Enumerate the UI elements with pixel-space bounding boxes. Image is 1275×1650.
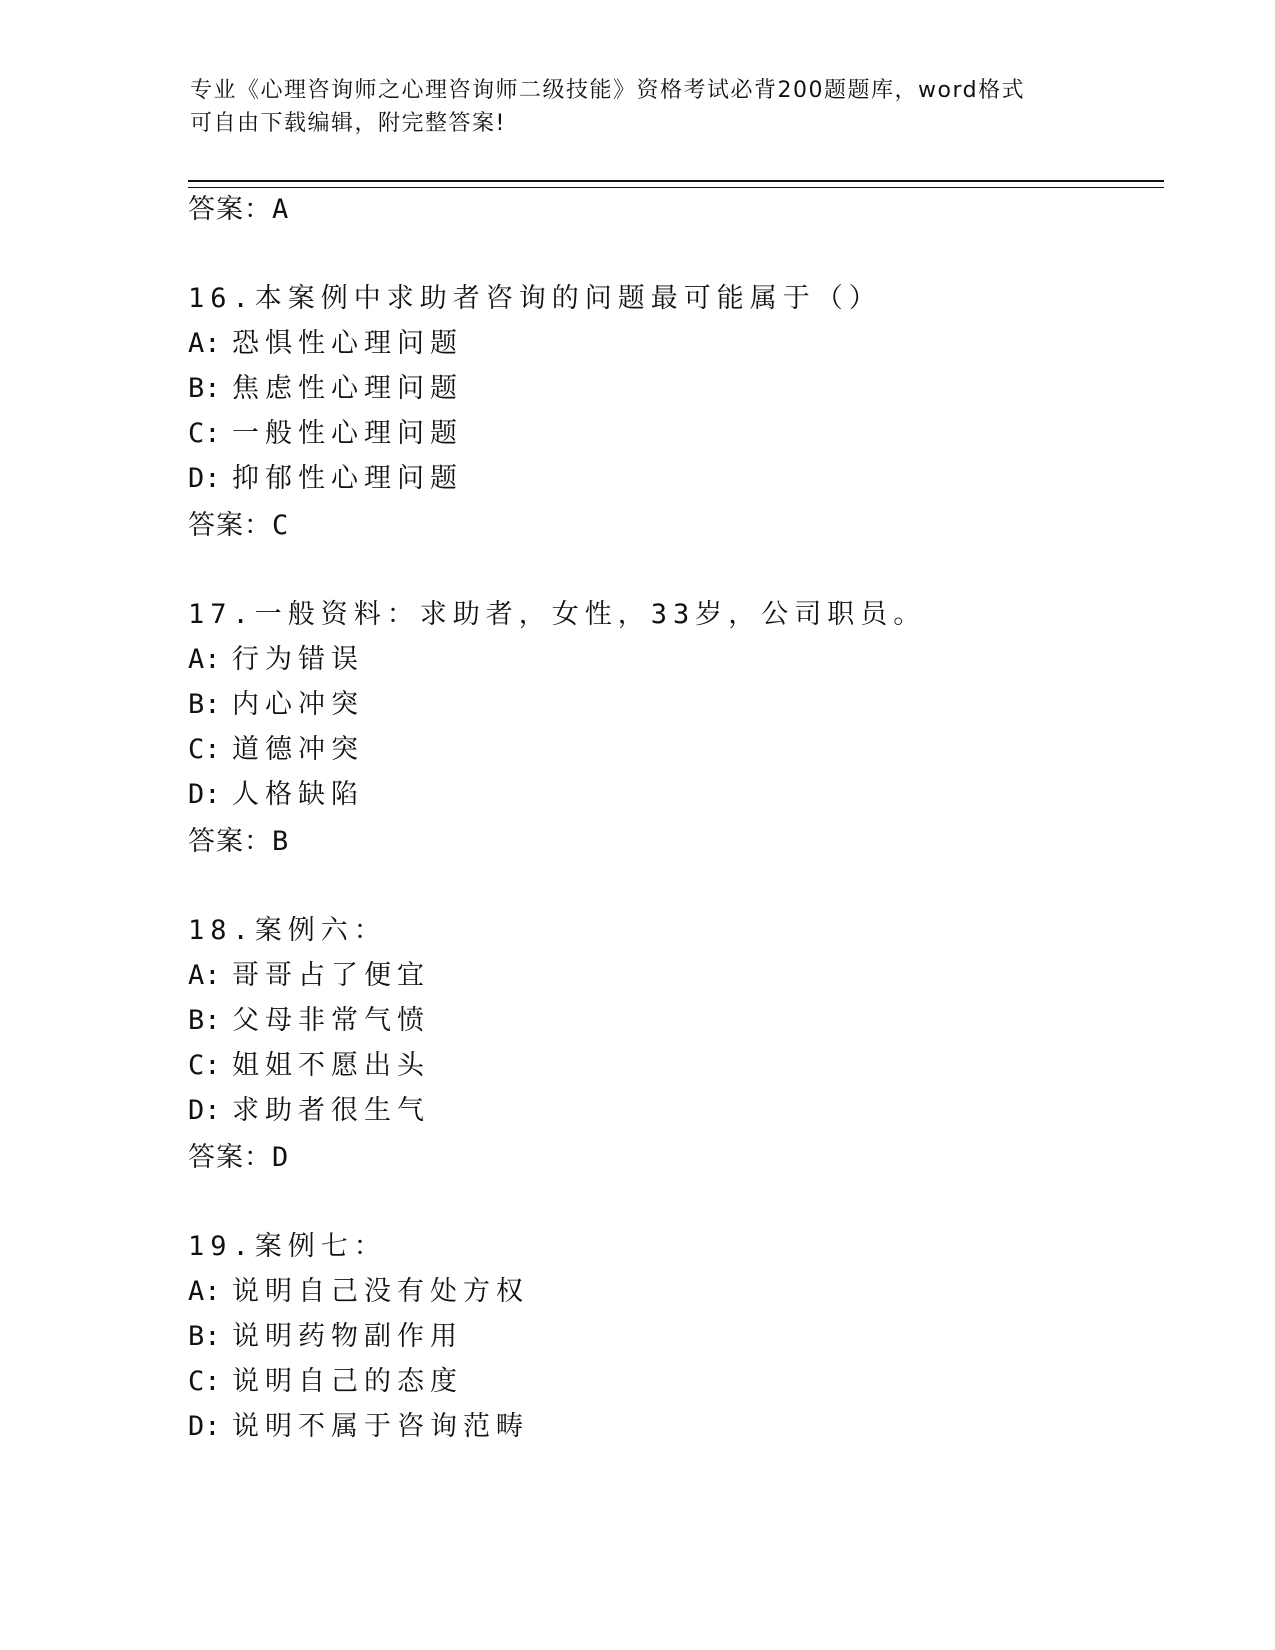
question-18-option-b bbox=[188, 1003, 430, 1039]
question-19-option-d bbox=[188, 1409, 529, 1445]
question-18-option-a bbox=[188, 958, 430, 994]
option-text: 行为错误 bbox=[232, 644, 364, 675]
option-text: 内心冲突 bbox=[232, 689, 364, 720]
question-17-option-a bbox=[188, 642, 364, 678]
option-letter: A: bbox=[188, 1276, 221, 1307]
option-text: 恐惧性心理问题 bbox=[232, 328, 463, 359]
question-19-title: 19.案例七： bbox=[188, 1231, 387, 1262]
option-letter: D: bbox=[188, 1095, 221, 1126]
question-16-option-c bbox=[188, 416, 463, 452]
option-letter: C: bbox=[188, 1050, 221, 1081]
question-17-option-b bbox=[188, 687, 364, 723]
answer-label: 答案： bbox=[188, 194, 272, 225]
answer-label: 答案： bbox=[188, 826, 272, 857]
header-line-2: 可自由下载编辑，附完整答案! bbox=[190, 111, 506, 136]
answer-16 bbox=[188, 508, 289, 544]
answer-value: A bbox=[272, 194, 290, 225]
option-text: 求助者很生气 bbox=[232, 1095, 430, 1126]
question-18-option-d bbox=[188, 1093, 430, 1129]
option-letter: A: bbox=[188, 328, 221, 359]
header-divider bbox=[188, 180, 1164, 188]
question-16-title: 16.本案例中求助者咨询的问题最可能属于（） bbox=[188, 283, 882, 314]
question-16-option-a bbox=[188, 326, 463, 362]
question-16-option-b bbox=[188, 371, 463, 407]
answer-value: D bbox=[272, 1142, 290, 1173]
answer-18 bbox=[188, 1140, 289, 1176]
option-text: 姐姐不愿出头 bbox=[232, 1050, 430, 1081]
question-19-option-c bbox=[188, 1364, 463, 1400]
option-letter: B: bbox=[188, 1321, 221, 1352]
question-17-option-c bbox=[188, 732, 364, 768]
option-text: 哥哥占了便宜 bbox=[232, 960, 430, 991]
option-letter: A: bbox=[188, 644, 221, 675]
answer-value: C bbox=[272, 510, 290, 541]
question-18-title: 18.案例六： bbox=[188, 915, 387, 946]
option-letter: C: bbox=[188, 418, 221, 449]
option-letter: B: bbox=[188, 689, 221, 720]
option-letter: D: bbox=[188, 779, 221, 810]
option-text: 说明药物副作用 bbox=[232, 1321, 463, 1352]
question-17-option-d bbox=[188, 777, 364, 813]
option-text: 抑郁性心理问题 bbox=[232, 463, 463, 494]
option-letter: D: bbox=[188, 463, 221, 494]
option-text: 焦虑性心理问题 bbox=[232, 373, 463, 404]
option-letter: A: bbox=[188, 960, 221, 991]
document-header bbox=[190, 74, 1090, 140]
answer-17 bbox=[188, 824, 289, 860]
question-18-option-c bbox=[188, 1048, 430, 1084]
option-text: 说明自己没有处方权 bbox=[232, 1276, 529, 1307]
answer-15 bbox=[188, 192, 289, 228]
header-line-1: 专业《心理咨询师之心理咨询师二级技能》资格考试必背200题题库，word格式 bbox=[190, 78, 1026, 103]
option-text: 一般性心理问题 bbox=[232, 418, 463, 449]
question-19-option-a bbox=[188, 1274, 529, 1310]
option-text: 道德冲突 bbox=[232, 734, 364, 765]
option-text: 说明不属于咨询范畴 bbox=[232, 1411, 529, 1442]
option-letter: C: bbox=[188, 734, 221, 765]
option-letter: B: bbox=[188, 1005, 221, 1036]
option-letter: C: bbox=[188, 1366, 221, 1397]
question-19-option-b bbox=[188, 1319, 463, 1355]
question-17-title: 17.一般资料：求助者，女性，33岁，公司职员。 bbox=[188, 599, 927, 630]
option-text: 人格缺陷 bbox=[232, 779, 364, 810]
option-text: 说明自己的态度 bbox=[232, 1366, 463, 1397]
option-letter: D: bbox=[188, 1411, 221, 1442]
answer-label: 答案： bbox=[188, 1142, 272, 1173]
option-letter: B: bbox=[188, 373, 221, 404]
option-text: 父母非常气愤 bbox=[232, 1005, 430, 1036]
question-16-option-d bbox=[188, 461, 463, 497]
answer-label: 答案： bbox=[188, 510, 272, 541]
answer-value: B bbox=[272, 826, 290, 857]
